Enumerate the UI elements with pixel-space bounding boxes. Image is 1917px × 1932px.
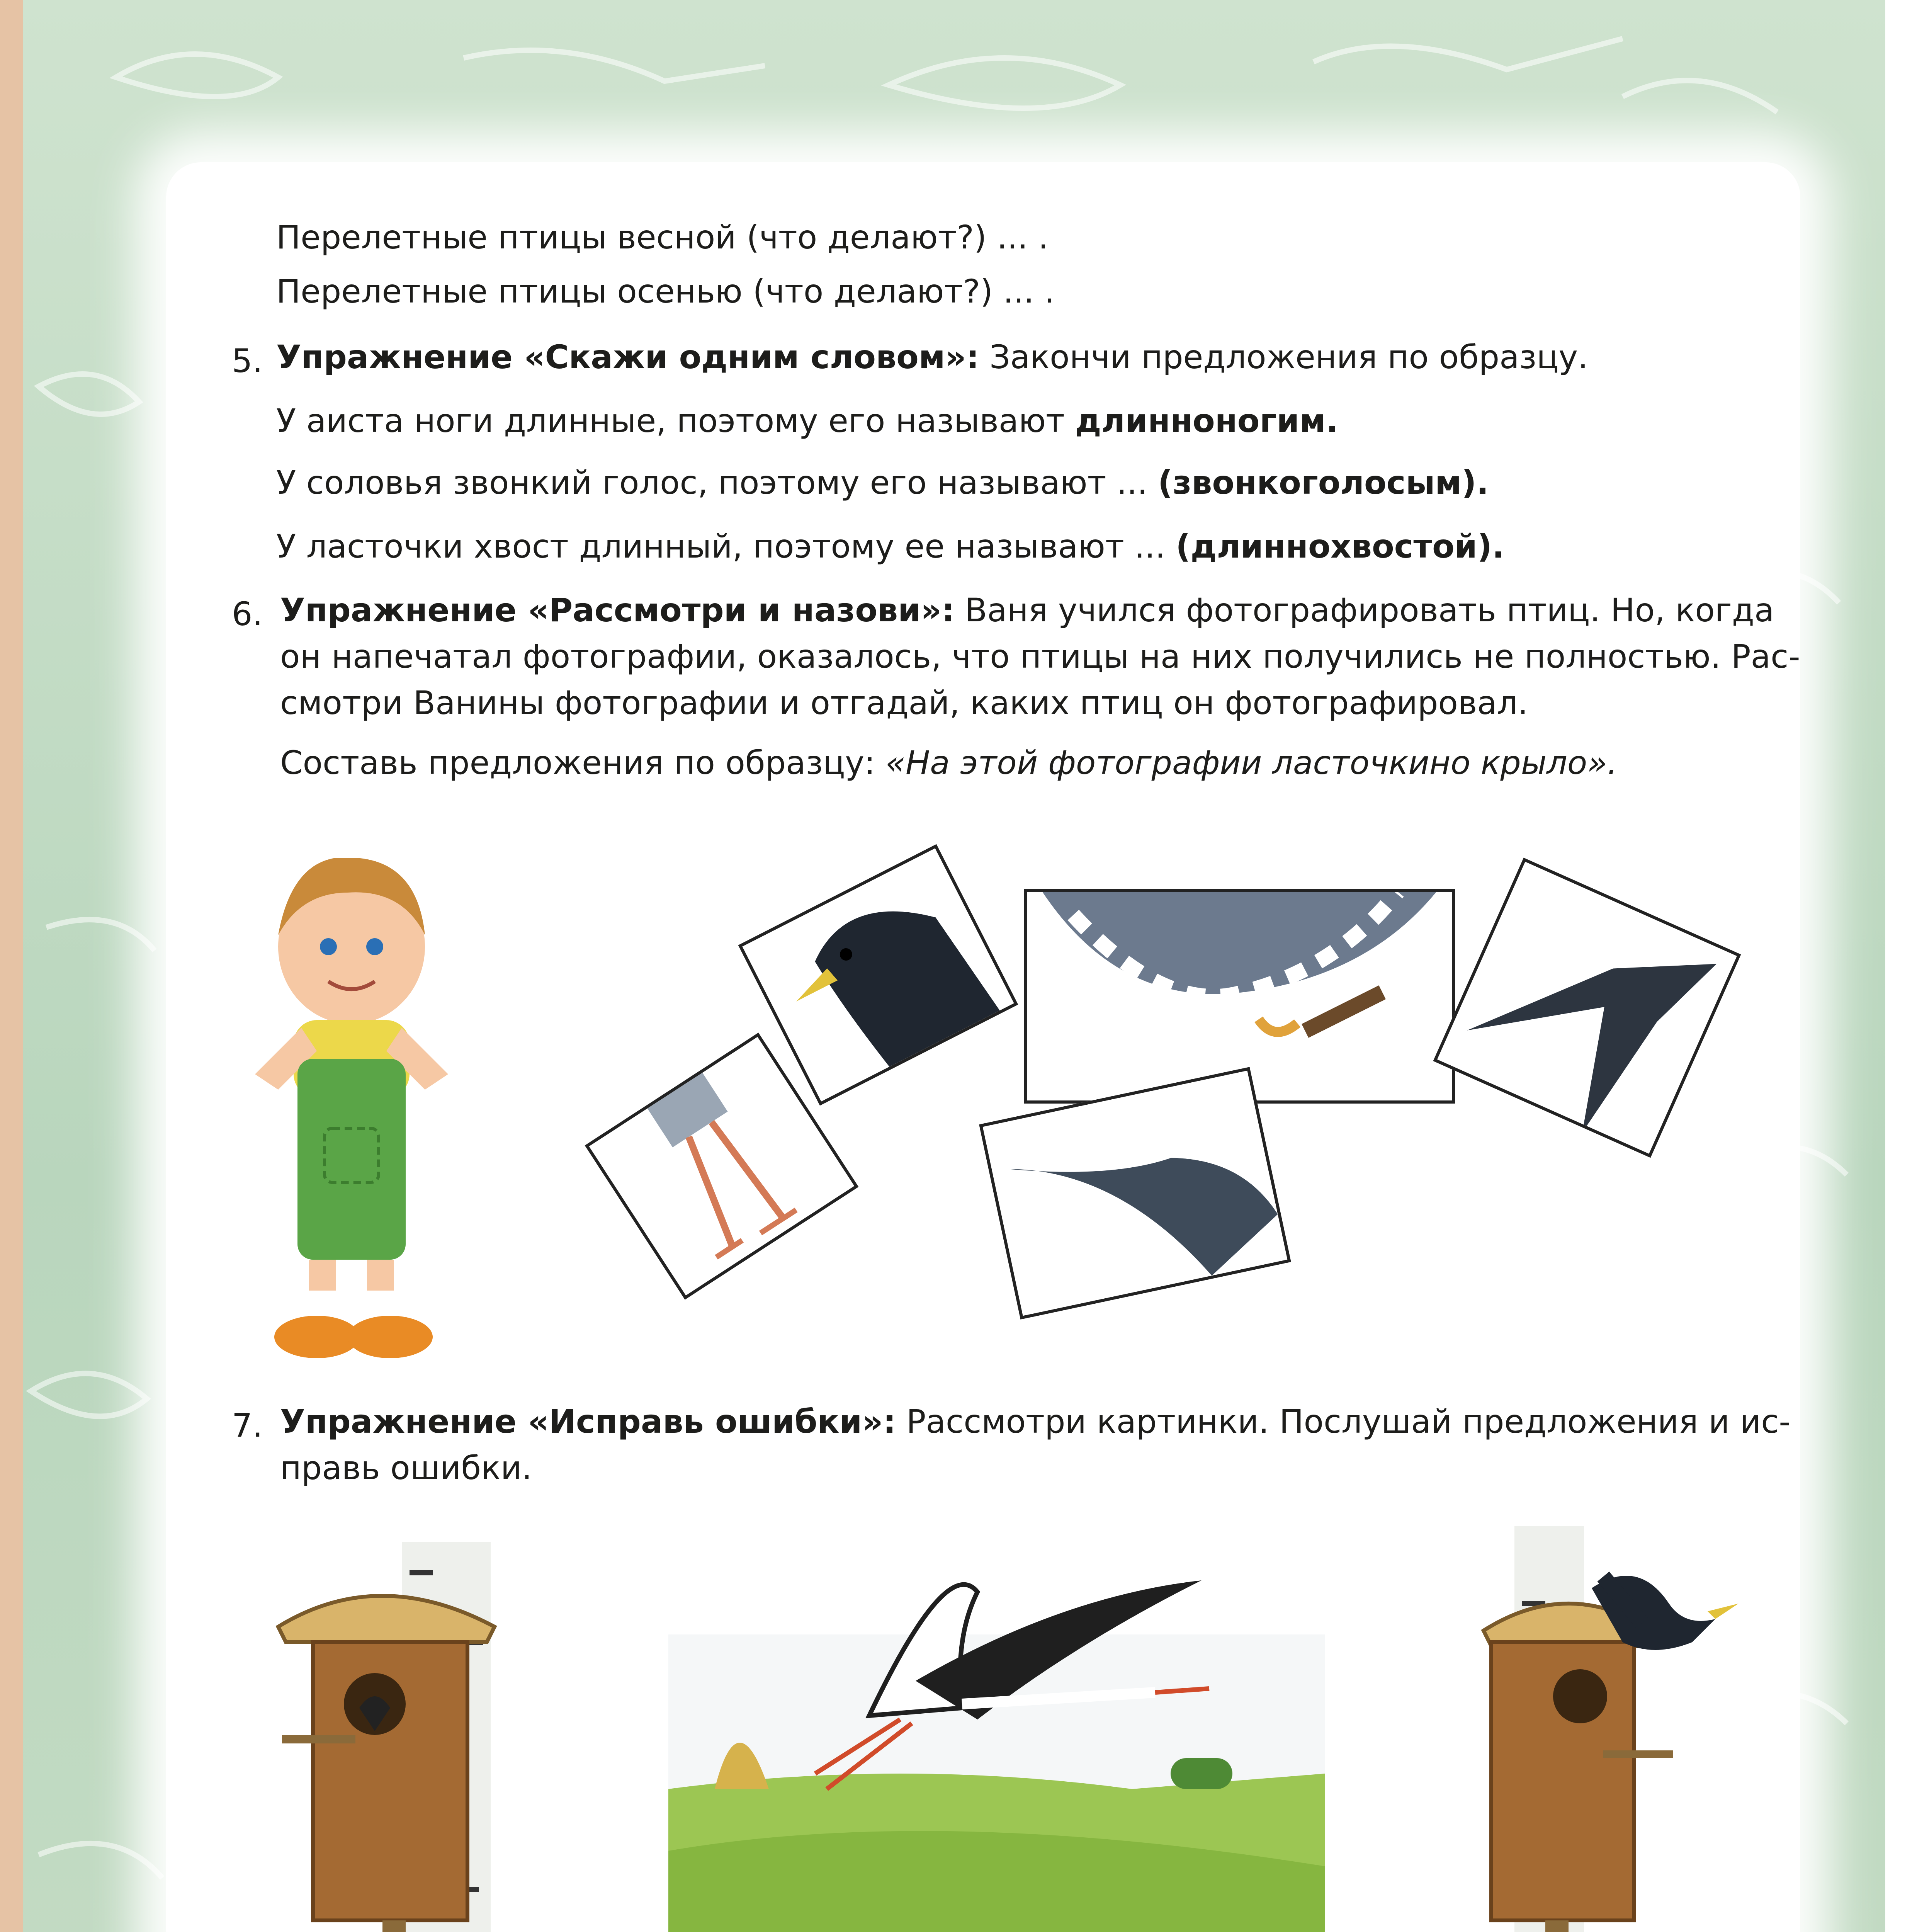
- exercise-5-sentence-3: [276, 526, 1504, 568]
- sentence-text: У ласточки хвост длинный, поэтому ее называют ...: [276, 527, 1176, 565]
- sentence-answer: (звонкоголосым).: [1158, 464, 1489, 502]
- sentence-answer: (длиннохвостой).: [1176, 527, 1505, 565]
- exercise-6-sample: [280, 742, 1618, 784]
- exercise-7-task-line-1: Рассмотри картинки. Послушай предложения и ис-: [896, 1403, 1791, 1440]
- stork-in-field-illustration: [668, 1557, 1325, 1932]
- exercise-7-title: Упражнение «Исправь ошибки»:: [280, 1403, 896, 1440]
- text-line-spring: Перелетные птицы весной (что делают?) ... .: [276, 218, 1049, 256]
- exercise-number: 7.: [232, 1406, 263, 1444]
- exercise-7-heading: [280, 1401, 1791, 1443]
- exercise-6-task-line-3: смотри Ванины фотографии и отгадай, каких птиц он фотографировал.: [280, 684, 1528, 722]
- exercise-5-task: Закончи предложения по образцу.: [979, 338, 1588, 376]
- exercise-6-title: Упражнение «Рассмотри и назови»:: [280, 591, 955, 629]
- birdhouse-starling-on-top: [270, 1542, 533, 1932]
- sentence-text: У соловья звонкий голос, поэтому его называют ...: [276, 464, 1158, 502]
- exercise-5-sentence-1: [276, 400, 1338, 442]
- exercise-number: 6.: [232, 595, 263, 633]
- sample-text: Составь предложения по образцу:: [280, 744, 886, 782]
- sentence-answer: длинноногим.: [1075, 402, 1338, 440]
- exercise-number: 5.: [232, 342, 263, 380]
- page-edge: [0, 0, 23, 1932]
- exercise-7-task-line-2: правь ошибки.: [280, 1449, 532, 1487]
- sample-phrase: «На этой фотографии ласточкино крыло».: [885, 744, 1618, 782]
- exercise-6-heading: [280, 589, 1774, 631]
- boy-illustration: [232, 858, 471, 1368]
- exercise-5-title: Упражнение «Скажи одним словом»:: [276, 338, 979, 376]
- exercise-6-task-line-1: Ваня учился фотографировать птиц. Но, когда: [954, 591, 1774, 629]
- birdhouse-starling-flying-out: [1476, 1526, 1746, 1932]
- exercise-5-heading: [276, 336, 1588, 378]
- text-line-autumn: Перелетные птицы осенью (что делают?) ... .: [276, 272, 1055, 310]
- sentence-text: У аиста ноги длинные, поэтому его называют: [276, 402, 1075, 440]
- exercise-5-sentence-2: [276, 462, 1489, 504]
- exercise-6-task-line-2: он напечатал фотографии, оказалось, что птицы на них получились не полностью. Рас-: [280, 638, 1800, 675]
